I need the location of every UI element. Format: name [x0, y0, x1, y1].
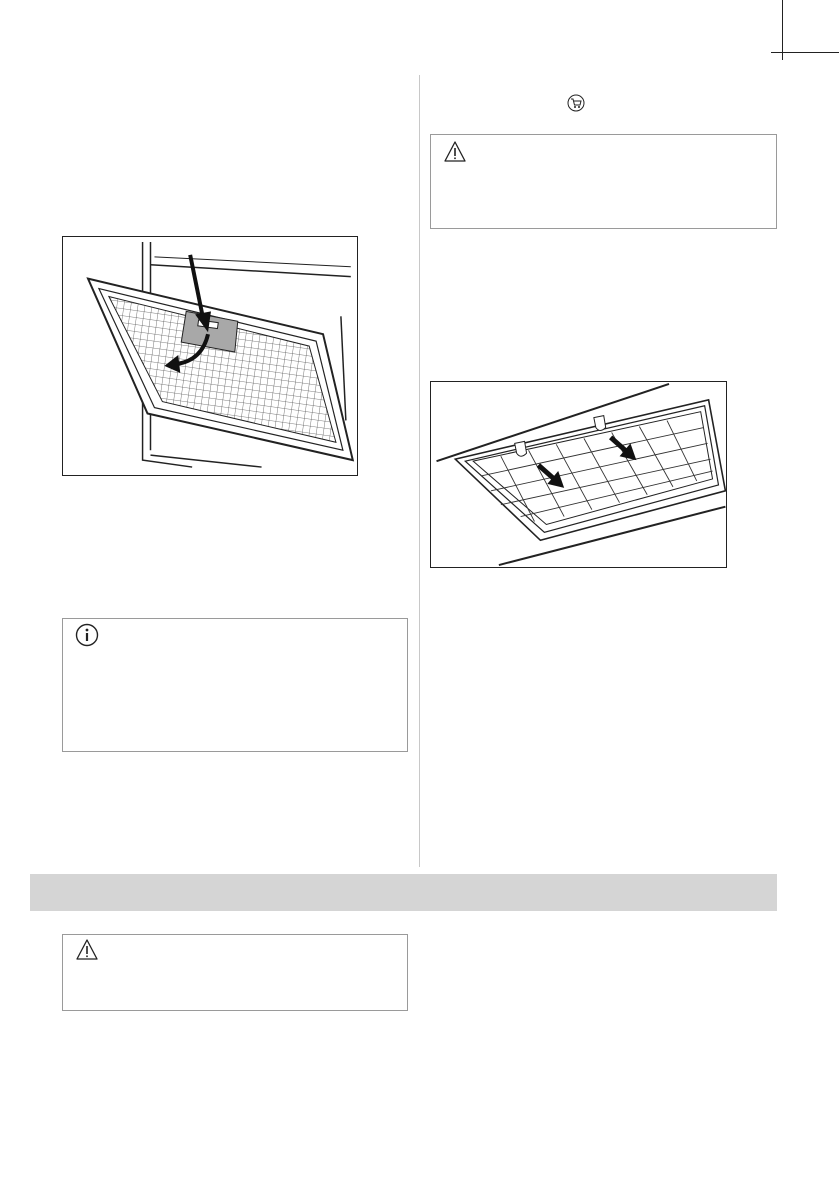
info-box: [62, 618, 408, 752]
column-divider: [419, 75, 420, 867]
figure-grease-filter-removal: [62, 236, 358, 476]
cart-filter-icon: [567, 94, 585, 112]
grease-filter-illustration: [63, 237, 357, 475]
warning-icon: [443, 140, 467, 164]
section-heading-bar: [30, 874, 777, 911]
warning-box-top: [430, 134, 777, 229]
crop-mark-vertical: [782, 0, 783, 60]
warning-icon: [75, 938, 99, 962]
info-icon: [75, 623, 99, 647]
warning-box-bottom: [62, 934, 408, 1011]
figure-charcoal-filter: [430, 381, 727, 568]
charcoal-filter-illustration: [431, 382, 726, 567]
